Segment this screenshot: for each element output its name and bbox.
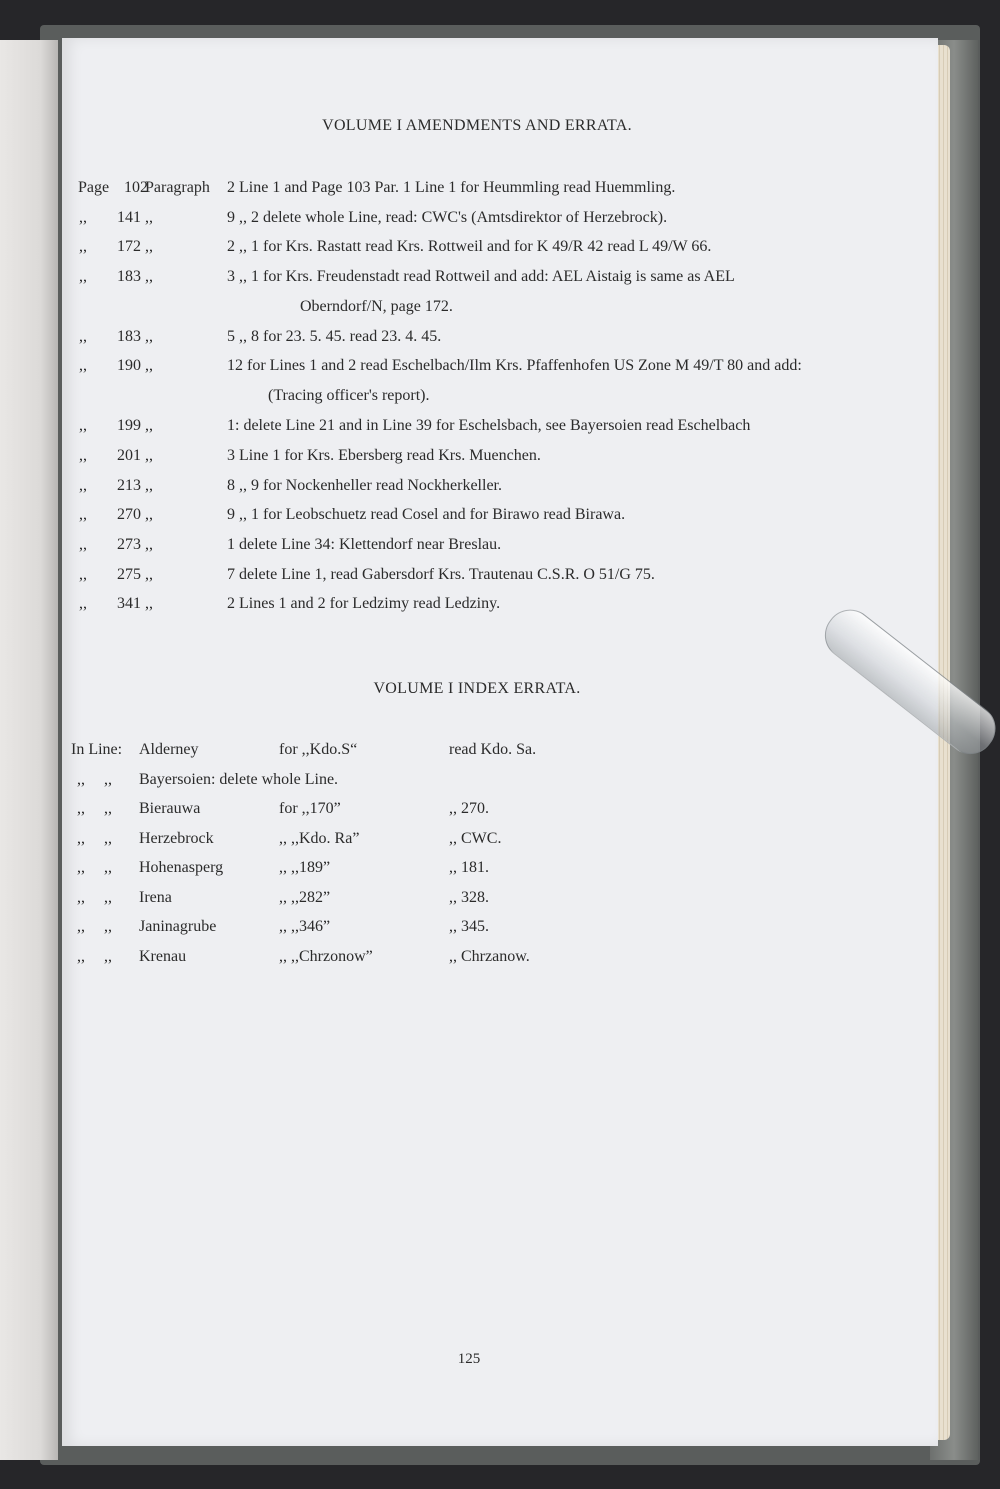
- page-ref-label: ,,: [79, 209, 87, 226]
- ditto-mark: ,,: [77, 859, 85, 876]
- wrong-value: ,, ,,346”: [279, 918, 331, 935]
- page-ref-label: ,,: [79, 506, 87, 523]
- wrong-value: ,, ,,Kdo. Ra”: [279, 830, 360, 847]
- page-ref-label: Page: [78, 179, 110, 196]
- amendment-continuation: (Tracing officer's report).: [268, 387, 430, 404]
- amendment-text: 9 ,, 2 delete whole Line, read: CWC's (Amtsdirektor of Herzebrock).: [227, 209, 668, 226]
- paragraph-label: ,,: [145, 357, 153, 374]
- page-number-ref: 102: [124, 179, 148, 196]
- amendment-text: 3 Line 1 for Krs. Ebersberg read Krs. Muenchen.: [227, 447, 541, 464]
- ditto-mark: ,,: [104, 948, 112, 965]
- ditto-mark: ,,: [77, 800, 85, 817]
- page-ref-label: ,,: [79, 477, 87, 494]
- amendments-title: VOLUME I AMENDMENTS AND ERRATA.: [322, 117, 632, 134]
- index-entry-name: Bayersoien: delete whole Line.: [139, 771, 339, 788]
- paragraph-label: ,,: [145, 328, 153, 345]
- page-number: 125: [457, 1351, 481, 1367]
- page-number-ref: 172: [117, 238, 141, 255]
- paragraph-label: ,,: [145, 417, 153, 434]
- wrong-value: ,, ,,189”: [279, 859, 331, 876]
- index-entry-name: Janinagrube: [139, 918, 217, 935]
- page-number-ref: 270: [117, 506, 141, 523]
- page-ref-label: ,,: [79, 238, 87, 255]
- corrected-value: ,, 328.: [449, 889, 489, 906]
- amendment-text: 9 ,, 1 for Leobschuetz read Cosel and for Birawo read Birawa.: [227, 506, 626, 523]
- page-number-ref: 183: [117, 328, 141, 345]
- paragraph-label: ,,: [145, 477, 153, 494]
- index-entry-name: Hohenasperg: [139, 859, 224, 876]
- page-ref-label: ,,: [79, 328, 87, 345]
- index-entry-name: Irena: [139, 889, 172, 906]
- amendment-text: 2 Line 1 and Page 103 Par. 1 Line 1 for Heummling read Huemmling.: [227, 179, 676, 196]
- page-ref-label: ,,: [79, 268, 87, 285]
- wrong-value: for ,,Kdo.S“: [279, 741, 358, 758]
- page-number-ref: 190: [117, 357, 141, 374]
- page-number-ref: 341: [117, 595, 141, 612]
- paragraph-label: ,,: [145, 209, 153, 226]
- page-ref-label: ,,: [79, 447, 87, 464]
- ditto-mark: ,,: [104, 830, 112, 847]
- wrong-value: ,, ,,Chrzonow”: [279, 948, 373, 965]
- paragraph-label: ,,: [145, 595, 153, 612]
- paragraph-label: ,,: [145, 268, 153, 285]
- wrong-value: ,, ,,282”: [279, 889, 331, 906]
- index-errata-title: VOLUME I INDEX ERRATA.: [373, 680, 581, 697]
- paragraph-label: ,,: [145, 536, 153, 553]
- ditto-mark: ,,: [77, 771, 85, 788]
- paragraph-label: Paragraph: [145, 179, 210, 196]
- amendment-text: 3 ,, 1 for Krs. Freudenstadt read Rottweil and add: AEL Aistaig is same as AEL: [227, 268, 735, 285]
- index-entry-name: Krenau: [139, 948, 187, 965]
- page-ref-label: ,,: [79, 536, 87, 553]
- document-page: [62, 38, 938, 1446]
- index-entry-name: Herzebrock: [139, 830, 214, 847]
- amendment-text: 2 ,, 1 for Krs. Rastatt read Krs. Rottweil and for K 49/R 42 read L 49/W 66.: [227, 238, 712, 255]
- page-number-ref: 213: [117, 477, 141, 494]
- amendment-text: 7 delete Line 1, read Gabersdorf Krs. Trautenau C.S.R. O 51/G 75.: [227, 566, 655, 583]
- page-number-ref: 183: [117, 268, 141, 285]
- page-number-ref: 199: [117, 417, 141, 434]
- corrected-value: ,, 270.: [449, 800, 489, 817]
- paragraph-label: ,,: [145, 238, 153, 255]
- amendment-text: 1: delete Line 21 and in Line 39 for Eschelsbach, see Bayersoien read Eschelbach: [227, 417, 751, 434]
- amendment-text: 2 Lines 1 and 2 for Ledzimy read Ledziny.: [227, 595, 501, 612]
- ditto-mark: ,,: [104, 859, 112, 876]
- paragraph-label: ,,: [145, 566, 153, 583]
- corrected-value: ,, 181.: [449, 859, 489, 876]
- page-ref-label: ,,: [79, 595, 87, 612]
- ditto-mark: ,,: [77, 830, 85, 847]
- ditto-mark: ,,: [104, 800, 112, 817]
- amendment-continuation: Oberndorf/N, page 172.: [300, 298, 453, 315]
- ditto-mark: ,,: [77, 918, 85, 935]
- index-entry-name: Bierauwa: [139, 800, 201, 817]
- corrected-value: read Kdo. Sa.: [449, 741, 537, 758]
- ditto-mark: ,,: [104, 771, 112, 788]
- page-ref-label: ,,: [79, 357, 87, 374]
- wrong-value: for ,,170”: [279, 800, 341, 817]
- ditto-mark: ,,: [77, 889, 85, 906]
- page-ref-label: ,,: [79, 566, 87, 583]
- page-ref-label: ,,: [79, 417, 87, 434]
- corrected-value: ,, 345.: [449, 918, 489, 935]
- amendment-text: 12 for Lines 1 and 2 read Eschelbach/Ilm Krs. Pfaffenhofen US Zone M 49/T 80 and add:: [227, 357, 802, 374]
- page-number-ref: 141: [117, 209, 141, 226]
- index-entry-name: Alderney: [139, 741, 199, 758]
- ditto-mark: ,,: [104, 889, 112, 906]
- amendment-text: 5 ,, 8 for 23. 5. 45. read 23. 4. 45.: [227, 328, 442, 345]
- amendment-text: 1 delete Line 34: Klettendorf near Breslau.: [227, 536, 502, 553]
- corrected-value: ,, Chrzanow.: [449, 948, 530, 965]
- page-number-ref: 273: [117, 536, 141, 553]
- ditto-mark: ,,: [77, 948, 85, 965]
- paragraph-label: ,,: [145, 447, 153, 464]
- amendment-text: 8 ,, 9 for Nockenheller read Nockherkeller.: [227, 477, 502, 494]
- left-page-edge: [0, 40, 58, 1460]
- ditto-mark: ,,: [104, 918, 112, 935]
- line-lead-label: In Line:: [71, 741, 123, 758]
- corrected-value: ,, CWC.: [449, 830, 502, 847]
- paragraph-label: ,,: [145, 506, 153, 523]
- page-number-ref: 275: [117, 566, 141, 583]
- page-number-ref: 201: [117, 447, 141, 464]
